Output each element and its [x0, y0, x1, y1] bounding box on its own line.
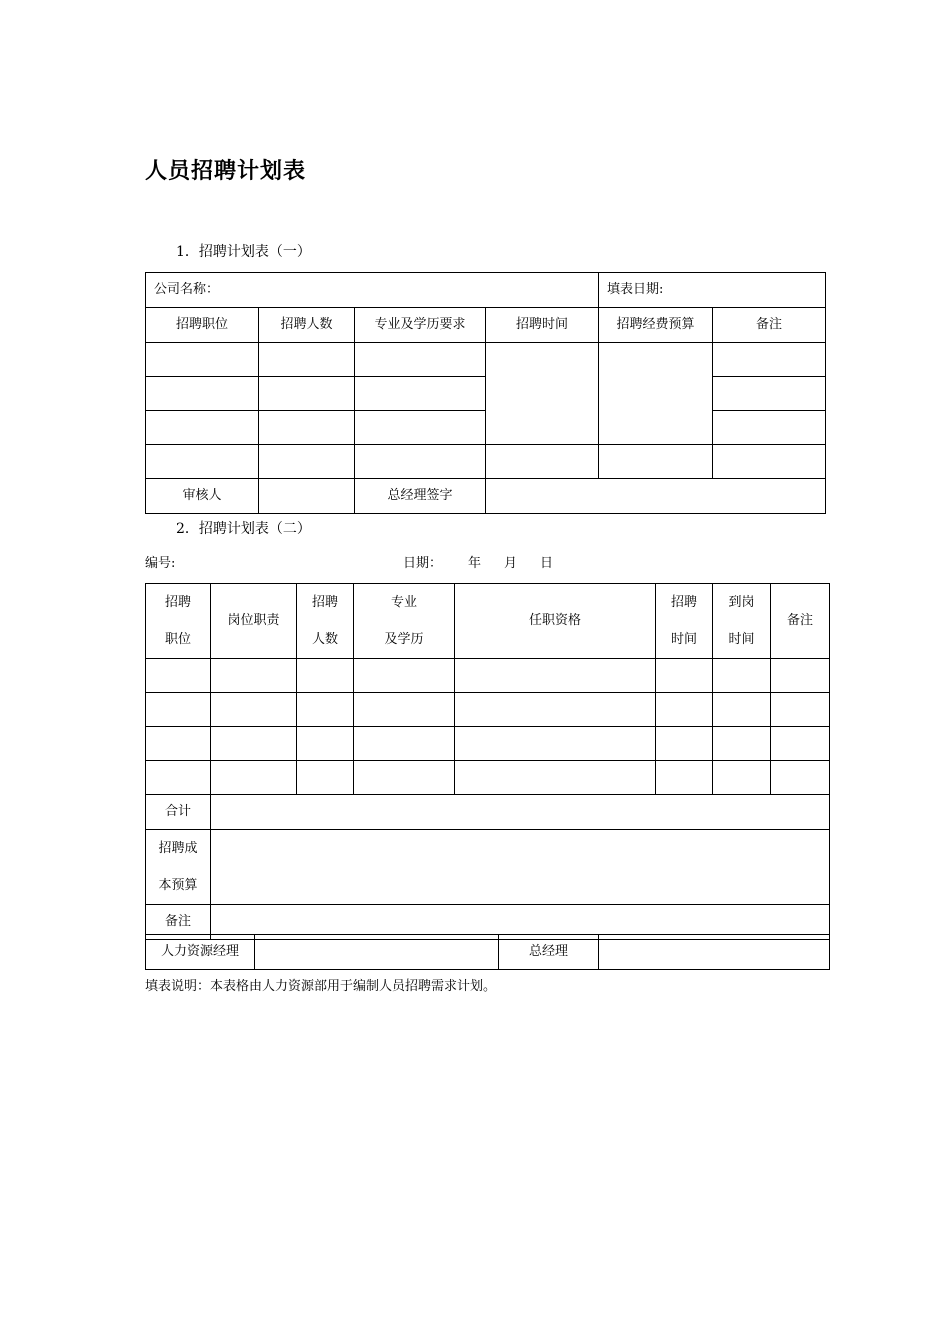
table-cell[interactable] — [713, 343, 826, 377]
header-count: 招聘人数 — [259, 308, 355, 343]
header-major-line2: 及学历 — [384, 632, 424, 647]
header-onboard-time-line1: 到岗 — [728, 595, 755, 610]
reviewer-label: 审核人 — [146, 479, 259, 514]
table-cell[interactable] — [355, 377, 486, 411]
table-cell[interactable] — [771, 659, 830, 693]
table-cell[interactable] — [713, 761, 771, 795]
header-count-line1: 招聘 — [311, 595, 338, 610]
header-budget: 招聘经费预算 — [599, 308, 713, 343]
table-cell[interactable] — [455, 761, 656, 795]
header-count — [297, 584, 354, 659]
table-cell[interactable] — [355, 343, 486, 377]
section1-heading: 1．招聘计划表（一） — [176, 244, 311, 260]
month-label: 月 — [504, 556, 518, 571]
table-cell[interactable] — [486, 445, 599, 479]
table-cell[interactable] — [771, 761, 830, 795]
gm-sign-field[interactable] — [486, 479, 826, 514]
table-cell[interactable] — [713, 693, 771, 727]
table-cell[interactable] — [355, 411, 486, 445]
table-cell-merged[interactable] — [486, 343, 599, 445]
header-count-line2: 人数 — [311, 632, 338, 647]
gm-sign-label: 总经理签字 — [355, 479, 486, 514]
header-onboard-time-line2: 时间 — [728, 632, 755, 647]
table-cell[interactable] — [656, 693, 713, 727]
table-cell[interactable] — [297, 659, 354, 693]
header-major-line1: 专业 — [390, 595, 417, 610]
header-duties: 岗位职责 — [211, 584, 297, 659]
hr-manager-field[interactable] — [255, 935, 499, 970]
section2-heading: 2．招聘计划表（二） — [176, 521, 311, 537]
table-cell[interactable] — [146, 411, 259, 445]
signature-table — [145, 934, 830, 970]
table-cell-merged[interactable] — [599, 343, 713, 445]
cost-budget-field[interactable] — [211, 830, 830, 905]
year-label: 年 — [468, 556, 482, 571]
table-cell[interactable] — [455, 727, 656, 761]
table-cell[interactable] — [354, 761, 455, 795]
header-recruit-time: 招聘时间 — [486, 308, 599, 343]
hr-manager-label: 人力资源经理 — [146, 935, 255, 970]
header-recruit-time-line2: 时间 — [670, 632, 697, 647]
table-cell[interactable] — [455, 693, 656, 727]
header-position-line1: 招聘 — [164, 595, 191, 610]
table-cell[interactable] — [297, 693, 354, 727]
table-cell[interactable] — [211, 727, 297, 761]
table-cell[interactable] — [656, 761, 713, 795]
table-cell[interactable] — [355, 445, 486, 479]
total-label: 合计 — [146, 795, 211, 830]
header-position — [146, 584, 211, 659]
table-cell[interactable] — [211, 761, 297, 795]
header-major-education: 专业及学历要求 — [355, 308, 486, 343]
table-cell[interactable] — [713, 727, 771, 761]
footnote: 填表说明：本表格由人力资源部用于编制人员招聘需求计划。 — [145, 979, 497, 994]
table-cell[interactable] — [713, 411, 826, 445]
table-cell[interactable] — [146, 761, 211, 795]
header-position: 招聘职位 — [146, 308, 259, 343]
header-remarks: 备注 — [713, 308, 826, 343]
table-cell[interactable] — [297, 727, 354, 761]
header-recruit-time — [656, 584, 713, 659]
cost-budget-label — [146, 830, 211, 905]
reviewer-field[interactable] — [259, 479, 355, 514]
table-cell[interactable] — [713, 445, 826, 479]
table-cell[interactable] — [455, 659, 656, 693]
gm-label: 总经理 — [499, 935, 599, 970]
recruitment-plan-table-2 — [145, 583, 830, 940]
recruitment-plan-table-1 — [145, 272, 826, 514]
table-cell[interactable] — [656, 727, 713, 761]
table-cell[interactable] — [259, 377, 355, 411]
header-qualifications: 任职资格 — [455, 584, 656, 659]
remarks-label: 备注 — [146, 905, 211, 940]
header-remarks: 备注 — [771, 584, 830, 659]
day-label: 日 — [540, 556, 554, 571]
cost-budget-line1: 招聘成 — [158, 841, 198, 856]
table-cell[interactable] — [297, 761, 354, 795]
table-cell[interactable] — [599, 445, 713, 479]
table-cell[interactable] — [354, 727, 455, 761]
table-cell[interactable] — [211, 659, 297, 693]
table-cell[interactable] — [259, 411, 355, 445]
header-recruit-time-line1: 招聘 — [670, 595, 697, 610]
table-cell[interactable] — [146, 659, 211, 693]
table-cell[interactable] — [354, 693, 455, 727]
table-cell[interactable] — [146, 727, 211, 761]
table-cell[interactable] — [713, 377, 826, 411]
table-cell[interactable] — [656, 659, 713, 693]
table-cell[interactable] — [259, 445, 355, 479]
date-label: 日期： — [403, 556, 443, 571]
page-title: 人员招聘计划表 — [145, 159, 307, 184]
table-cell[interactable] — [713, 659, 771, 693]
header-major — [354, 584, 455, 659]
table-cell[interactable] — [259, 343, 355, 377]
table-cell[interactable] — [771, 693, 830, 727]
cost-budget-line2: 本预算 — [158, 878, 198, 893]
table-cell[interactable] — [146, 693, 211, 727]
table-cell[interactable] — [354, 659, 455, 693]
table-cell[interactable] — [146, 343, 259, 377]
total-field[interactable] — [211, 795, 830, 830]
table-cell[interactable] — [146, 445, 259, 479]
header-position-line2: 职位 — [164, 632, 191, 647]
number-label: 编号: — [145, 556, 176, 571]
table-cell[interactable] — [771, 727, 830, 761]
header-onboard-time — [713, 584, 771, 659]
table-cell[interactable] — [211, 693, 297, 727]
table-cell[interactable] — [146, 377, 259, 411]
gm-field[interactable] — [599, 935, 830, 970]
fill-date-field[interactable]: 填表日期: — [599, 273, 826, 308]
company-name-field[interactable]: 公司名称： — [146, 273, 599, 308]
